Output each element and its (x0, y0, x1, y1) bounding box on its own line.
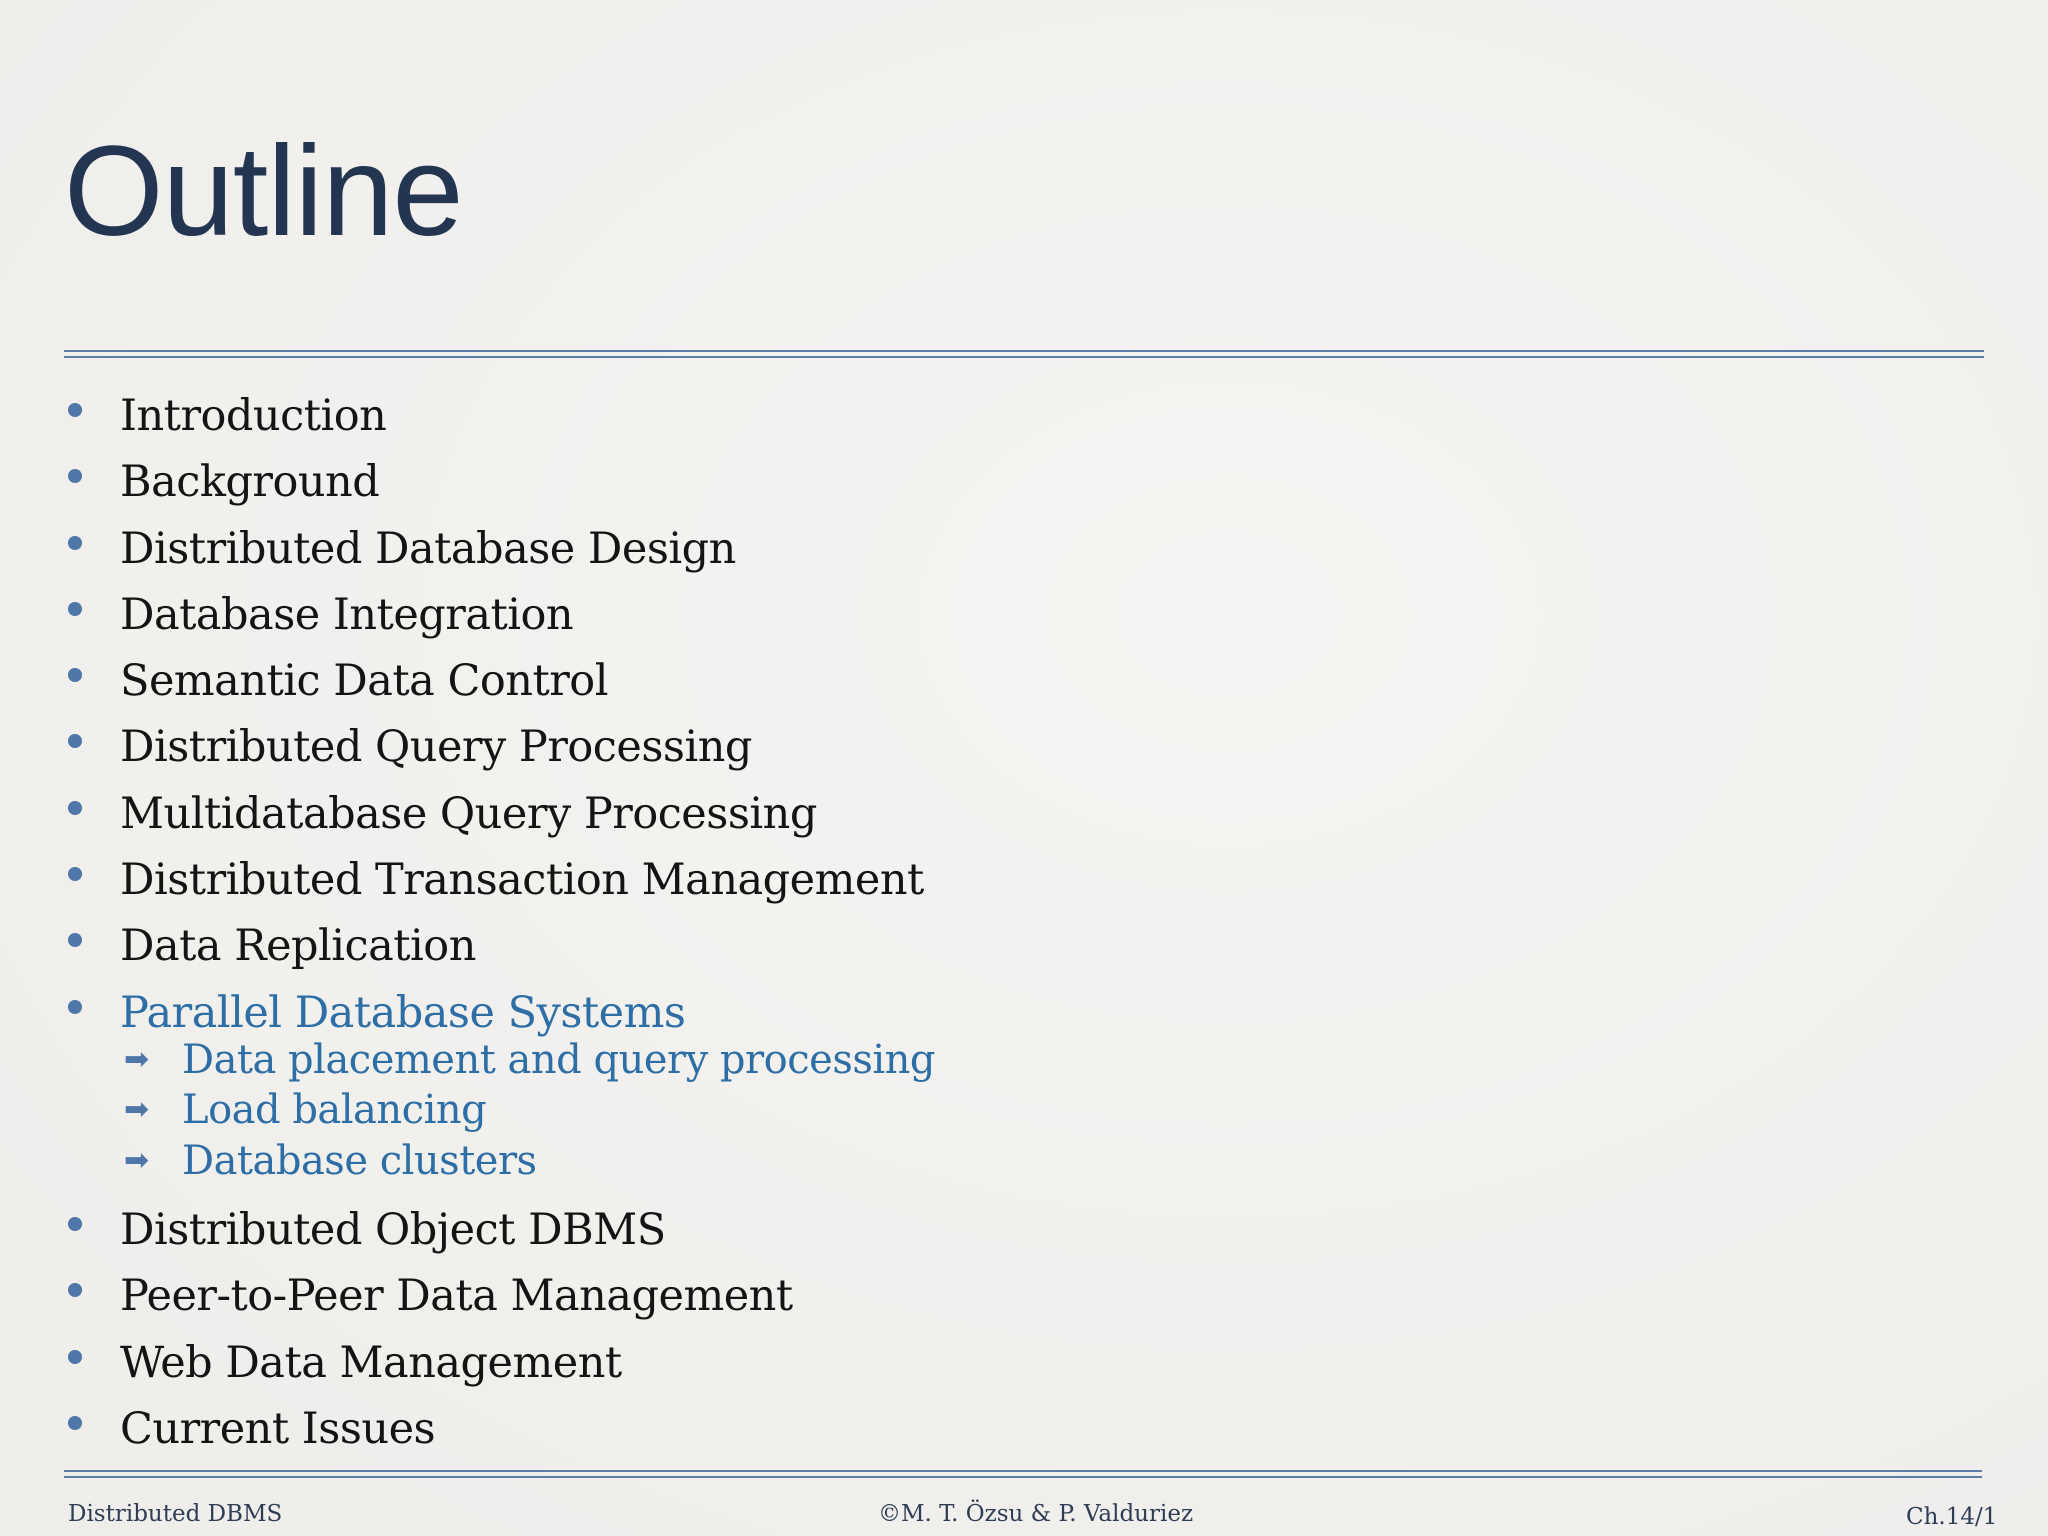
outline-list (0, 385, 2048, 1464)
bullet-dot-icon (68, 1283, 82, 1297)
list-item (0, 915, 2048, 981)
footer-course-title: Distributed DBMS (68, 1501, 283, 1527)
list-item-label: Distributed Database Design (120, 523, 736, 574)
list-item (0, 716, 2048, 782)
bullet-dot-icon (68, 536, 82, 550)
list-item-label: Data Replication (120, 921, 476, 972)
footer-divider-top (64, 1470, 1982, 1472)
bullet-dot-icon (68, 668, 82, 682)
list-item-label: Parallel Database Systems (120, 987, 686, 1038)
bullet-dot-icon (68, 734, 82, 748)
list-item-label: Distributed Transaction Management (120, 855, 924, 906)
arrow-right-icon: ➡ (124, 1092, 150, 1128)
list-item (0, 385, 2048, 451)
list-item-label: Database Integration (120, 589, 574, 640)
bullet-dot-icon (68, 1000, 82, 1014)
sub-list-item-label: Load balancing (182, 1087, 487, 1134)
bullet-dot-icon (68, 933, 82, 947)
list-item-label: Introduction (120, 391, 387, 441)
slide-title: Outline (64, 120, 463, 263)
sub-list-item-label: Database clusters (182, 1137, 537, 1184)
list-item-label: Distributed Object DBMS (120, 1205, 666, 1256)
list-item (0, 518, 2048, 584)
list-item-label: Semantic Data Control (120, 656, 608, 707)
bullet-dot-icon (68, 1217, 82, 1231)
list-item-label: Web Data Management (120, 1337, 622, 1388)
bullet-dot-icon (68, 867, 82, 881)
list-item (0, 451, 2048, 517)
bullet-dot-icon (68, 1350, 82, 1364)
list-item (0, 1199, 2048, 1265)
list-item-label: Multidatabase Query Processing (120, 788, 817, 839)
sub-list-item (0, 1034, 2048, 1085)
bullet-dot-icon (68, 403, 82, 417)
list-item (0, 1398, 2048, 1464)
arrow-right-icon: ➡ (124, 1041, 150, 1077)
list-item (0, 650, 2048, 716)
bullet-dot-icon (68, 469, 82, 483)
bullet-dot-icon (68, 801, 82, 815)
list-item (0, 849, 2048, 915)
list-item-current-section (0, 982, 2048, 1038)
bullet-dot-icon (68, 602, 82, 616)
sub-list-item-label: Data placement and query processing (182, 1036, 936, 1083)
list-item-label: Background (120, 457, 380, 508)
footer-divider-bottom (64, 1476, 1982, 1478)
title-divider-top (64, 350, 1984, 352)
list-item (0, 1265, 2048, 1331)
list-item-label: Peer-to-Peer Data Management (120, 1271, 793, 1322)
sub-list-item (0, 1135, 2048, 1186)
footer-page-number: Ch.14/1 (1906, 1504, 1998, 1530)
list-item (0, 783, 2048, 849)
list-item-label: Distributed Query Processing (120, 722, 752, 773)
footer-copyright: ©M. T. Özsu & P. Valduriez (878, 1501, 1194, 1527)
list-item-label: Current Issues (120, 1404, 436, 1455)
title-divider-bottom (64, 356, 1984, 358)
bullet-dot-icon (68, 1416, 82, 1430)
sub-list-item (0, 1084, 2048, 1135)
list-item (0, 584, 2048, 650)
arrow-right-icon: ➡ (124, 1142, 150, 1178)
list-item (0, 1332, 2048, 1398)
